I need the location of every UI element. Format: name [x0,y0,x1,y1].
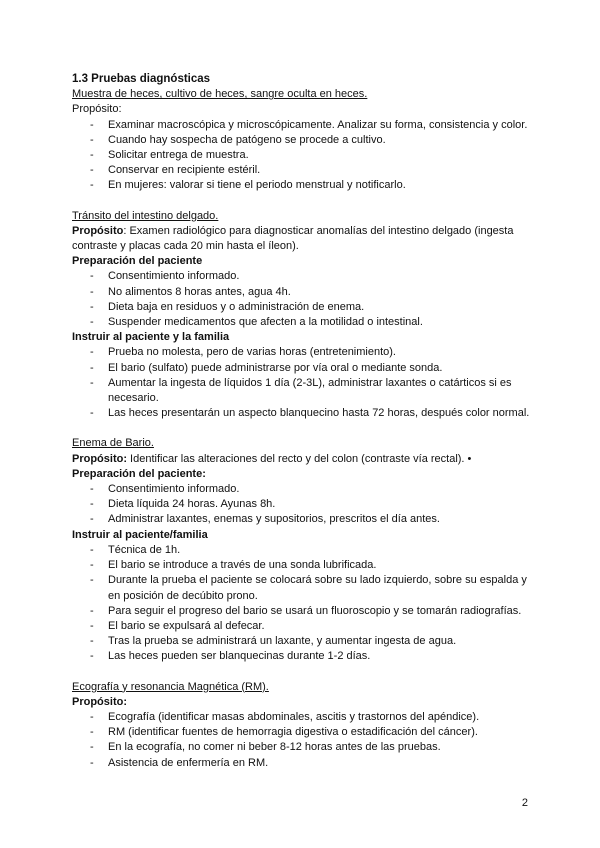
list-item: - Ecografía (identificar masas abdominales, ascitis y trastornos del apéndice). [108,710,536,725]
list-item: - El bario se introduce a través de una sonda lubrificada. [108,558,536,573]
list-item: - Las heces pueden ser blanquecinas durante 1-2 días. [108,649,536,664]
s2-heading: Tránsito del intestino delgado. [72,209,219,222]
s2-instr-list [72,345,536,421]
list-item: - RM (identificar fuentes de hemorragia digestiva o estadificación del cáncer). [108,725,536,740]
list-item: - Solicitar entrega de muestra. [108,148,536,163]
s2-proposito-label: Propósito [72,224,124,237]
list-item: - Durante la prueba el paciente se colocará sobre su lado izquierdo, sobre su espalda y en posición de decúbito prono. [108,573,536,603]
s3-proposito [72,452,536,467]
list-item: - Técnica de 1h. [108,543,536,558]
list-item: - Suspender medicamentos que afecten a la motilidad o intestinal. [108,315,536,330]
document-page [72,72,536,771]
s3-proposito-label: Propósito: [72,452,127,465]
s2-proposito-text: : Examen radiológico para diagnosticar anomalías del intestino delgado (ingesta contraste y placas cada 20 min hasta el íleon). [72,224,514,253]
list-item: - El bario se expulsará al defecar. [108,619,536,634]
s3-prep-list [72,482,536,528]
list-item: - Consentimiento informado. [108,269,536,284]
list-item: - En la ecografía, no comer ni beber 8-12 horas antes de las pruebas. [108,740,536,755]
s4-list [72,710,536,771]
s1-heading: Muestra de heces, cultivo de heces, sangre oculta en heces. [72,88,368,101]
s3-heading: Enema de Bario. [72,437,154,450]
list-item: - Conservar en recipiente estéril. [108,163,536,178]
s3-instr-list [72,543,536,665]
list-item: - Examinar macroscópica y microscópicamente. Analizar su forma, consistencia y color. [108,118,536,133]
page-number: 2 [521,797,528,809]
list-item: - Prueba no molesta, pero de varias horas (entretenimiento). [108,345,536,360]
list-item: - Aumentar la ingesta de líquidos 1 día (2-3L), administrar laxantes o catárticos si es necesario. [108,376,536,406]
list-item: - Consentimiento informado. [108,482,536,497]
section-title: 1.3 Pruebas diagnósticas [72,73,211,85]
list-item: - Tras la prueba se administrará un laxante, y aumentar ingesta de agua. [108,634,536,649]
s3-instr-label: Instruir al paciente/familia [72,528,208,541]
s1-list [72,118,536,194]
list-item: - Dieta baja en residuos y o administración de enema. [108,300,536,315]
list-item: - El bario (sulfato) puede administrarse por vía oral o mediante sonda. [108,361,536,376]
s2-instr-label: Instruir al paciente y la familia [72,331,230,344]
s2-prep-list [72,269,536,330]
s3-prep-label: Preparación del paciente: [72,467,206,480]
list-item: - Dieta líquida 24 horas. Ayunas 8h. [108,497,536,512]
list-item: - No alimentos 8 horas antes, agua 4h. [108,285,536,300]
list-item: - Para seguir el progreso del bario se usará un fluoroscopio y se tomarán radiografías. [108,604,536,619]
s3-proposito-text: Identificar las alteraciones del recto y del colon (contraste vía rectal). • [127,452,472,465]
list-item: - Administrar laxantes, enemas y supositorios, prescritos el día antes. [108,512,536,527]
s4-proposito-label: Propósito: [72,695,127,708]
s4-heading: Ecografía y resonancia Magnética (RM). [72,680,269,693]
list-item: - Cuando hay sospecha de patógeno se procede a cultivo. [108,133,536,148]
s2-proposito [72,224,536,254]
list-item: - Asistencia de enfermería en RM. [108,756,536,771]
list-item: - En mujeres: valorar si tiene el periodo menstrual y notificarlo. [108,178,536,193]
s1-proposito-label: Propósito: [72,103,122,116]
list-item: - Las heces presentarán un aspecto blanquecino hasta 72 horas, después color normal. [108,406,536,421]
s2-prep-label: Preparación del paciente [72,255,203,268]
